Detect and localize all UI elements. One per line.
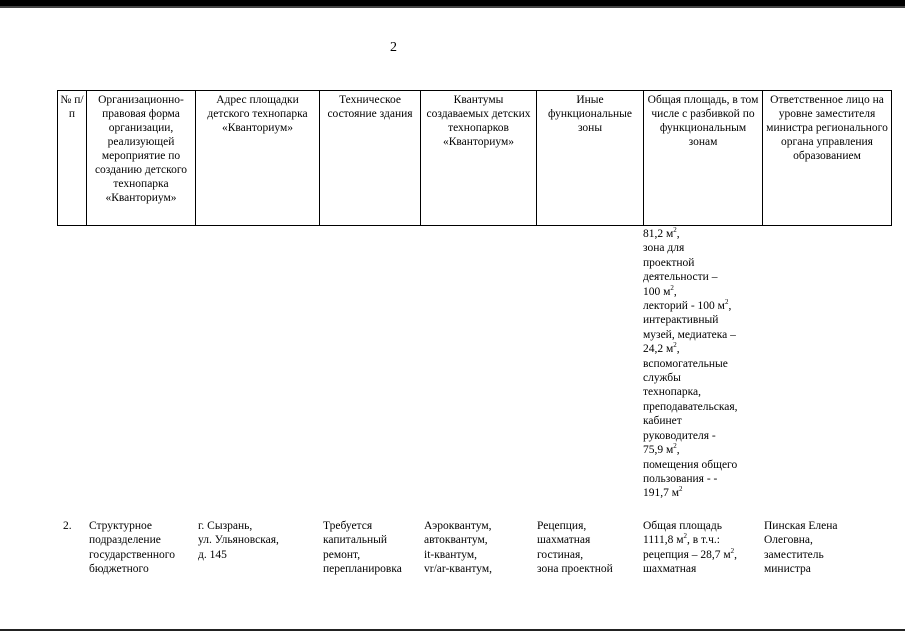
area-line: руководителя -: [643, 429, 716, 442]
row2-num: 2.: [63, 520, 72, 532]
page-number: 2: [390, 40, 397, 55]
area-line: преподавательская,: [643, 400, 738, 413]
area-line: помещения общего: [643, 458, 738, 471]
header-responsible: Ответственное лицо на уровне заместителя министра регионального органа управления образованием: [763, 91, 892, 226]
area-line: кабинет: [643, 415, 682, 428]
header-num: № п/п: [58, 91, 87, 226]
area-line: службы: [643, 372, 681, 385]
header-total-area: Общая площадь, в том числе с разбивкой по функциональным зонам: [644, 91, 763, 226]
header-address: Адрес площадки детского технопарка «Кванториум»: [196, 91, 320, 226]
area-line: пользования - -: [643, 472, 718, 485]
row2-responsible: Пинская Елена Олеговна, заместитель министра: [764, 520, 838, 576]
area-line: зона для: [643, 242, 685, 255]
row2-total-area: Общая площадь 1111,8 $м^2$, в т.ч.: рецепция – 28,7 $м^2$, шахматная: [643, 520, 738, 576]
scan-edge-top-shadow: [0, 6, 905, 8]
area-line: 191,7 $м^2$: [643, 485, 683, 500]
row2-other-zones: Рецепция, шахматная гостиная, зона проектной: [537, 520, 613, 576]
row2-tech-state: Требуется капитальный ремонт, перепланировка: [323, 520, 402, 576]
header-tech-state: Техническое состояние здания: [320, 91, 421, 226]
row2-address: г. Сызрань, ул. Ульяновская, д. 145: [198, 520, 279, 561]
area-line: вспомогательные: [643, 357, 728, 370]
area-line: музей, медиатека –: [643, 328, 736, 341]
area-line: деятельности –: [643, 271, 718, 284]
area-continuation-cell: [643, 227, 763, 501]
area-line: 75,9 $м^2$,: [643, 442, 680, 457]
table-header: [57, 90, 892, 226]
area-line: 100 $м^2$,: [643, 283, 677, 298]
header-quantums: Квантумы создаваемых детских технопарков «Кванториум»: [421, 91, 537, 226]
row2-quantums: Аэроквантум, автоквантум, it-квантум, vr/ar-квантум,: [424, 520, 493, 576]
area-line: проектной: [643, 256, 695, 269]
row2-org: Структурное подразделение государственного бюджетного: [89, 520, 175, 576]
area-line: 24,2 $м^2$,: [643, 341, 680, 356]
area-line: 81,2 $м^2$,: [643, 226, 680, 240]
area-line: интерактивный: [643, 314, 719, 327]
header-other-zones: Иные функциональные зоны: [537, 91, 644, 226]
area-line: технопарка,: [643, 386, 702, 399]
header-org-form: Организационно-правовая форма организации, реализующей мероприятие по созданию детского технопарка «Кванториум»: [87, 91, 196, 226]
area-line: лекторий - 100 $м^2$,: [643, 298, 732, 313]
scan-edge-bottom: [0, 629, 905, 631]
